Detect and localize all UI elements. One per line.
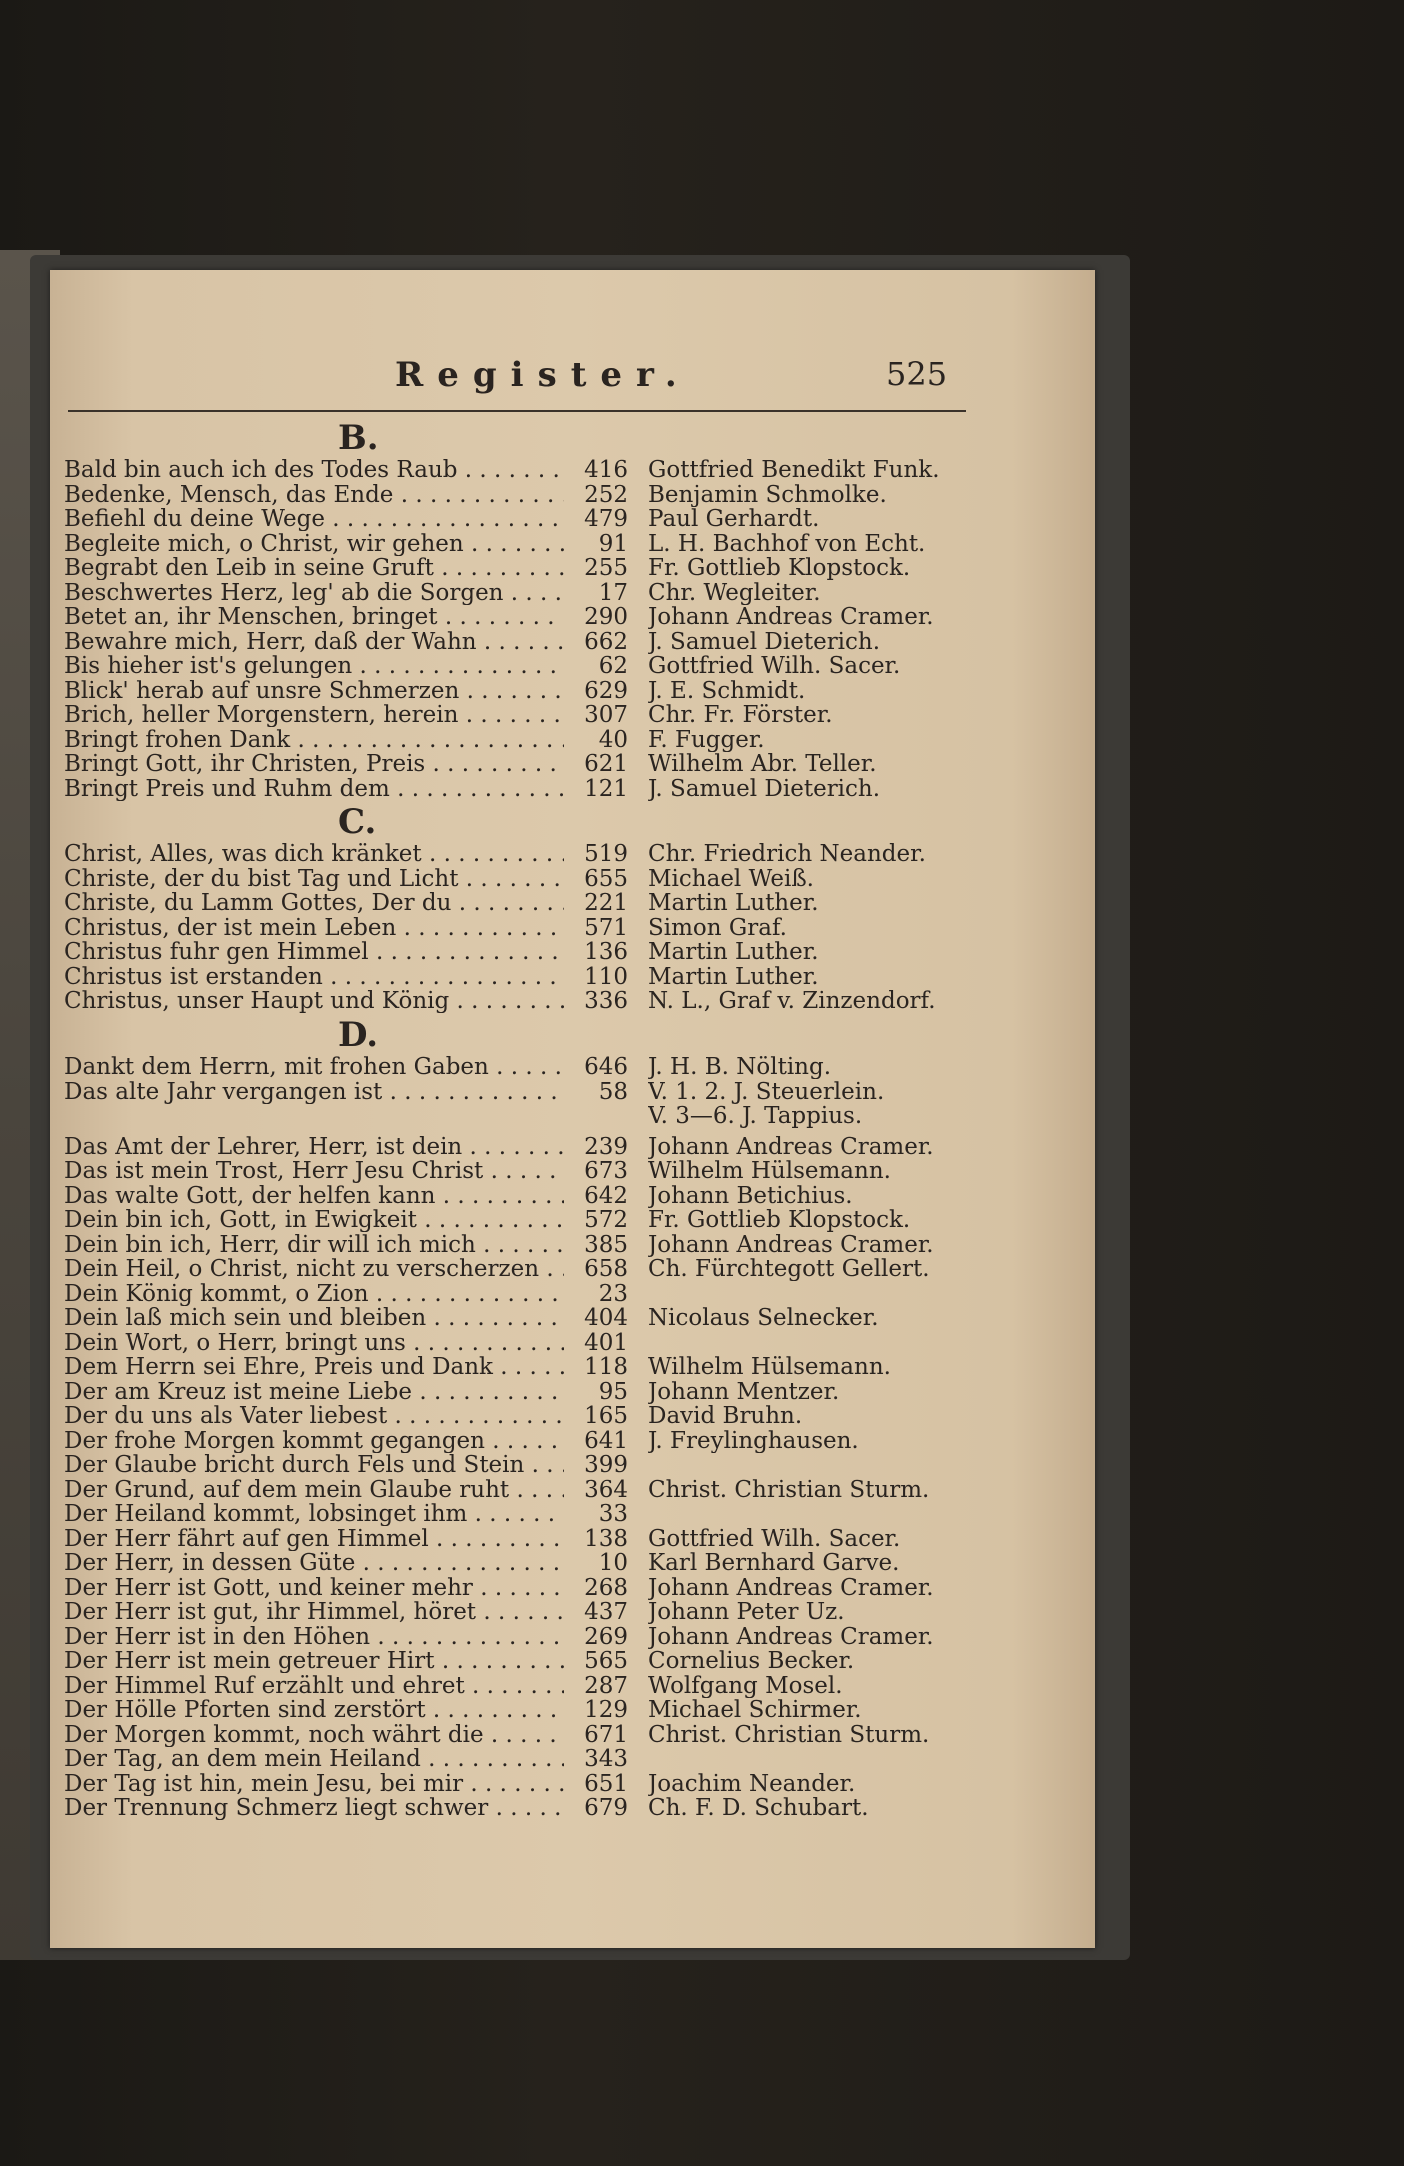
register-entry	[64, 1104, 1004, 1128]
hymn-author: Karl Bernhard Garve.	[648, 1551, 900, 1575]
hymn-number: 437	[584, 1599, 628, 1625]
hymn-number: 255	[584, 555, 628, 581]
register-entry	[64, 1772, 1004, 1796]
hymn-author: Johann Andreas Cramer.	[648, 1232, 934, 1257]
hymn-number: 671	[584, 1721, 628, 1748]
register-entry	[64, 1453, 1004, 1477]
hymn-author: Chr. Friedrich Neander.	[648, 842, 926, 866]
hymn-first-line: Der Trennung Schmerz liegt schwer . . .	[64, 1796, 564, 1820]
hymn-number: 641	[584, 1427, 628, 1454]
register-entry	[64, 752, 1004, 776]
hymn-number: 364	[584, 1476, 628, 1503]
register-entry	[64, 1551, 1004, 1575]
hymn-author: Christ. Christian Sturm.	[648, 1477, 930, 1502]
register-entry	[64, 940, 1004, 964]
hymn-author: Joachim Neander.	[648, 1771, 856, 1796]
hymn-number: 91	[598, 530, 628, 557]
hymn-number: 239	[584, 1133, 628, 1160]
hymn-first-line: Befiehl du deine Wege . . .	[64, 507, 564, 531]
hymn-first-line: Das alte Jahr vergangen ist . . .	[64, 1080, 564, 1104]
register-entry	[64, 965, 1004, 989]
hymn-first-line: Christus ist erstanden . . .	[64, 965, 564, 989]
register-entry	[64, 1380, 1004, 1404]
hymn-author: Christ. Christian Sturm.	[648, 1722, 930, 1747]
hymn-author: Wilhelm Hülsemann.	[648, 1159, 891, 1183]
hymn-first-line: Christe, der du bist Tag und Licht . . .	[64, 867, 564, 891]
register-entry	[64, 507, 1004, 531]
hymn-first-line: Der Hölle Pforten sind zerstört . . .	[64, 1698, 564, 1722]
hymn-author: J. Samuel Dieterich.	[648, 629, 881, 654]
hymn-author: Martin Luther.	[648, 940, 819, 964]
hymn-first-line: Der Herr ist Gott, und keiner mehr . . .	[64, 1576, 564, 1600]
hymn-author: Chr. Fr. Förster.	[648, 703, 833, 727]
hymn-author: Gottfried Benedikt Funk.	[648, 458, 940, 482]
hymn-first-line: Blick' herab auf unsre Schmerzen . . .	[64, 679, 564, 703]
hymn-first-line: Dein laß mich sein und bleiben . . .	[64, 1306, 564, 1330]
hymn-first-line: Bringt frohen Dank . . .	[64, 728, 564, 752]
hymn-number: 252	[584, 481, 628, 508]
hymn-author: Johann Andreas Cramer.	[648, 1624, 934, 1649]
register-entry	[64, 1502, 1004, 1526]
hymn-first-line: Bis hieher ist's gelungen . . .	[64, 654, 564, 678]
hymn-first-line: Der frohe Morgen kommt gegangen . . .	[64, 1429, 564, 1453]
hymn-author: Martin Luther.	[648, 891, 819, 915]
hymn-author: Gottfried Wilh. Sacer.	[648, 654, 901, 678]
hymn-author: Johann Andreas Cramer.	[648, 1575, 934, 1600]
hymn-number: 651	[584, 1770, 628, 1797]
hymn-number: 416	[584, 457, 628, 483]
hymn-number: 343	[584, 1746, 628, 1772]
hymn-author: Benjamin Schmolke.	[648, 482, 887, 507]
hymn-number: 307	[584, 702, 628, 728]
hymn-number: 658	[584, 1256, 628, 1282]
hymn-first-line: Bringt Preis und Ruhm dem . . .	[64, 777, 564, 801]
hymn-first-line: Der Himmel Ruf erzählt und ehret . . .	[64, 1674, 564, 1698]
hymn-number: 399	[584, 1452, 628, 1478]
section-letter: C.	[338, 802, 377, 842]
hymn-author: Michael Schirmer.	[648, 1698, 862, 1722]
register-entry	[64, 1747, 1004, 1771]
register-entry	[64, 1080, 1004, 1104]
hymn-author: Johann Andreas Cramer.	[648, 1134, 934, 1159]
register-entry	[64, 891, 1004, 915]
hymn-first-line: Das Amt der Lehrer, Herr, ist dein . . .	[64, 1135, 564, 1159]
register-entry	[64, 1600, 1004, 1624]
hymn-first-line: Christ, Alles, was dich kränket . . .	[64, 842, 564, 866]
header-rule	[68, 410, 966, 412]
hymn-number: 385	[584, 1231, 628, 1258]
register-entry	[64, 1625, 1004, 1649]
hymn-first-line: Der Herr ist gut, ihr Himmel, höret . . .	[64, 1600, 564, 1624]
hymn-number: 673	[584, 1158, 628, 1184]
hymn-author: Johann Andreas Cramer.	[648, 605, 934, 629]
register-entry	[64, 483, 1004, 507]
register-entry	[64, 842, 1004, 866]
register-entry	[64, 989, 1004, 1013]
hymn-author: Ch. Fürchtegott Gellert.	[648, 1257, 930, 1281]
hymn-author: Nicolaus Selnecker.	[648, 1306, 879, 1330]
hymn-number: 404	[584, 1305, 628, 1331]
hymn-first-line: Der am Kreuz ist meine Liebe . . .	[64, 1380, 564, 1404]
hymn-number: 138	[584, 1525, 628, 1552]
hymn-first-line: Der Morgen kommt, noch währt die . . .	[64, 1723, 564, 1747]
register-entry	[64, 1282, 1004, 1306]
hymn-first-line: Christus, der ist mein Leben . . .	[64, 916, 564, 940]
page-title: Register.	[395, 355, 691, 395]
hymn-first-line: Dankt dem Herrn, mit frohen Gaben . . .	[64, 1055, 564, 1079]
hymn-first-line: Christus, unser Haupt und König . . .	[64, 989, 564, 1013]
section-letter: B.	[338, 418, 379, 458]
register-entry	[64, 1429, 1004, 1453]
register-entry	[64, 916, 1004, 940]
hymn-number: 269	[584, 1623, 628, 1650]
hymn-number: 401	[584, 1329, 628, 1356]
register-entry	[64, 1404, 1004, 1428]
hymn-number: 655	[584, 865, 628, 892]
register-entry	[64, 1355, 1004, 1379]
hymn-number: 572	[584, 1207, 628, 1233]
hymn-first-line: Brich, heller Morgenstern, herein . . .	[64, 703, 564, 727]
hymn-number: 129	[584, 1697, 628, 1723]
register-entry	[64, 1478, 1004, 1502]
hymn-first-line: Beschwertes Herz, leg' ab die Sorgen . . .	[64, 581, 564, 605]
hymn-number: 17	[598, 579, 628, 606]
hymn-first-line: Bringt Gott, ihr Christen, Preis . . .	[64, 752, 564, 776]
hymn-first-line: Das walte Gott, der helfen kann . . .	[64, 1184, 564, 1208]
register-entry	[64, 703, 1004, 727]
hymn-author: N. L., Graf v. Zinzendorf.	[648, 989, 936, 1013]
hymn-author: Wilhelm Hülsemann.	[648, 1355, 891, 1379]
register-entry	[64, 654, 1004, 678]
hymn-number: 519	[584, 841, 628, 867]
register-entry	[64, 581, 1004, 605]
hymn-author: V. 1. 2. J. Steuerlein.	[648, 1079, 885, 1104]
register-entry	[64, 777, 1004, 801]
hymn-author: Simon Graf.	[648, 915, 787, 940]
register-entry	[64, 867, 1004, 891]
register-entry	[64, 1698, 1004, 1722]
hymn-author: J. Freylinghausen.	[648, 1428, 859, 1453]
hymn-author: Chr. Wegleiter.	[648, 580, 821, 605]
hymn-number: 646	[584, 1054, 628, 1080]
hymn-number: 662	[584, 628, 628, 655]
hymn-author: J. Samuel Dieterich.	[648, 776, 881, 801]
hymn-first-line: Der Herr fährt auf gen Himmel . . .	[64, 1527, 564, 1551]
hymn-number: 479	[584, 506, 628, 532]
hymn-author: Paul Gerhardt.	[648, 507, 820, 531]
hymn-author: Cornelius Becker.	[648, 1649, 855, 1673]
hymn-first-line: Der Herr, in dessen Güte . . .	[64, 1551, 564, 1575]
hymn-first-line: Dein Heil, o Christ, nicht zu verscherzen . . .	[64, 1257, 564, 1281]
hymn-first-line: Der Tag ist hin, mein Jesu, bei mir . . .	[64, 1772, 564, 1796]
hymn-author: David Bruhn.	[648, 1404, 803, 1428]
hymn-number: 621	[584, 751, 628, 777]
hymn-first-line: Der Herr ist in den Höhen . . .	[64, 1625, 564, 1649]
hymn-author: Martin Luther.	[648, 964, 819, 989]
hymn-number: 290	[584, 604, 628, 630]
hymn-number: 23	[598, 1280, 628, 1307]
hymn-author: L. H. Bachhof von Echt.	[648, 531, 926, 556]
hymn-number: 565	[584, 1648, 628, 1674]
hymn-author: Gottfried Wilh. Sacer.	[648, 1526, 901, 1551]
hymn-number: 40	[598, 726, 628, 753]
hymn-number: 268	[584, 1574, 628, 1601]
register-entry	[64, 1576, 1004, 1600]
hymn-number: 118	[584, 1354, 628, 1380]
hymn-author: Johann Mentzer.	[648, 1379, 840, 1404]
hymn-first-line: Dein Wort, o Herr, bringt uns . . .	[64, 1331, 564, 1355]
register-entry	[64, 1135, 1004, 1159]
hymn-number: 33	[598, 1501, 628, 1527]
hymn-author: J. H. B. Nölting.	[648, 1055, 832, 1079]
hymn-author: Johann Betichius.	[648, 1183, 853, 1208]
register-entry	[64, 532, 1004, 556]
register-entry	[64, 630, 1004, 654]
hymn-first-line: Christe, du Lamm Gottes, Der du . . .	[64, 891, 564, 915]
hymn-author: F. Fugger.	[648, 727, 765, 752]
hymn-first-line: Der Grund, auf dem mein Glaube ruht . . .	[64, 1478, 564, 1502]
register-entry	[64, 1796, 1004, 1820]
hymn-author: Wilhelm Abr. Teller.	[648, 752, 877, 776]
register-entry	[64, 1674, 1004, 1698]
register-entry	[64, 1159, 1004, 1183]
hymn-first-line: Bald bin auch ich des Todes Raub . . .	[64, 458, 564, 482]
register-entry	[64, 605, 1004, 629]
register-entry	[64, 458, 1004, 482]
hymn-number: 10	[598, 1550, 628, 1576]
register-entry	[64, 1649, 1004, 1673]
register-entry	[64, 1723, 1004, 1747]
hymn-first-line: Dem Herrn sei Ehre, Preis und Dank . . .	[64, 1355, 564, 1379]
hymn-number: 221	[584, 890, 628, 916]
hymn-author: Ch. F. D. Schubart.	[648, 1796, 869, 1820]
section-letter: D.	[338, 1015, 379, 1055]
hymn-first-line: Das ist mein Trost, Herr Jesu Christ . . .	[64, 1159, 564, 1183]
hymn-number: 287	[584, 1672, 628, 1699]
hymn-number: 62	[598, 653, 628, 679]
register-entry	[64, 1257, 1004, 1281]
hymn-author: Wolfgang Mosel.	[648, 1673, 843, 1698]
register-entry	[64, 728, 1004, 752]
register-entry	[64, 1306, 1004, 1330]
register-entry	[64, 1055, 1004, 1079]
hymn-author: Fr. Gottlieb Klopstock.	[648, 1208, 911, 1232]
hymn-first-line: Der Tag, an dem mein Heiland . . .	[64, 1747, 564, 1771]
register-entry	[64, 679, 1004, 703]
hymn-first-line: Bewahre mich, Herr, daß der Wahn . . .	[64, 630, 564, 654]
page-number: 525	[886, 355, 948, 393]
hymn-first-line: Der Heiland kommt, lobsinget ihm . . .	[64, 1502, 564, 1526]
hymn-number: 336	[584, 988, 628, 1014]
hymn-first-line: Dein bin ich, Gott, in Ewigkeit . . .	[64, 1208, 564, 1232]
page-header	[50, 355, 1095, 405]
hymn-first-line: Der Glaube bricht durch Fels und Stein . . .	[64, 1453, 564, 1477]
hymn-first-line: Dein König kommt, o Zion . . .	[64, 1282, 564, 1306]
hymn-first-line: Begleite mich, o Christ, wir gehen . . .	[64, 532, 564, 556]
hymn-number: 679	[584, 1795, 628, 1821]
hymn-first-line: Der Herr ist mein getreuer Hirt . . .	[64, 1649, 564, 1673]
hymn-author: J. E. Schmidt.	[648, 678, 806, 703]
hymn-first-line: Dein bin ich, Herr, dir will ich mich . . .	[64, 1233, 564, 1257]
hymn-number: 629	[584, 677, 628, 704]
hymn-number: 95	[598, 1378, 628, 1405]
hymn-number: 642	[584, 1182, 628, 1209]
register-entry	[64, 1331, 1004, 1355]
hymn-first-line: Christus fuhr gen Himmel . . .	[64, 940, 564, 964]
hymn-number: 110	[584, 963, 628, 990]
hymn-author: Fr. Gottlieb Klopstock.	[648, 556, 911, 580]
register-entry	[64, 1184, 1004, 1208]
hymn-first-line: Betet an, ihr Menschen, bringet . . .	[64, 605, 564, 629]
hymn-author: Michael Weiß.	[648, 866, 814, 891]
hymn-number: 136	[584, 939, 628, 965]
hymn-number: 165	[584, 1403, 628, 1429]
hymn-author: V. 3—6. J. Tappius.	[648, 1104, 863, 1128]
hymn-number: 121	[584, 775, 628, 802]
hymn-first-line: Bedenke, Mensch, das Ende . . .	[64, 483, 564, 507]
hymn-author: Johann Peter Uz.	[648, 1600, 845, 1624]
register-entry	[64, 1527, 1004, 1551]
register-entry	[64, 1208, 1004, 1232]
hymn-number: 571	[584, 914, 628, 941]
hymn-first-line: Begrabt den Leib in seine Gruft . . .	[64, 556, 564, 580]
register-entry	[64, 1233, 1004, 1257]
register-entry	[64, 556, 1004, 580]
hymn-first-line: Der du uns als Vater liebest . . .	[64, 1404, 564, 1428]
book-page	[50, 270, 1095, 1948]
hymn-number: 58	[598, 1078, 628, 1105]
